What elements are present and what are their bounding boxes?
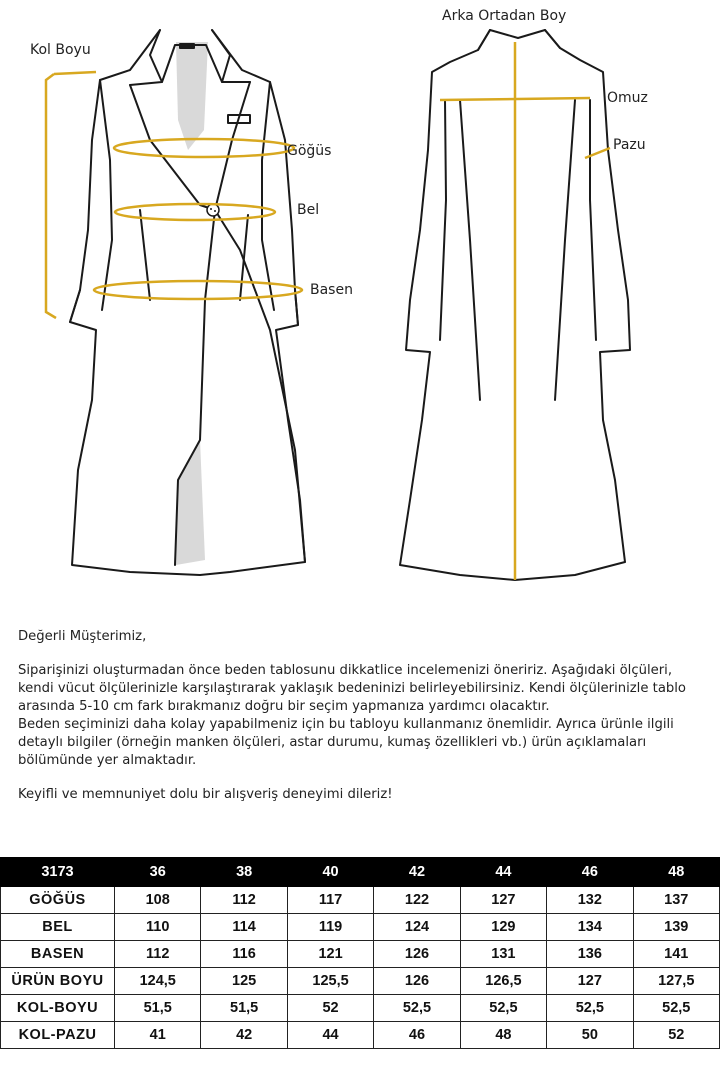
- header-size: 44: [460, 858, 546, 887]
- table-cell: 125,5: [287, 968, 373, 995]
- gogus-line: [114, 139, 294, 157]
- pazu-line: [585, 148, 610, 158]
- greeting: Değerli Müşterimiz,: [18, 629, 147, 644]
- omuz-line: [440, 98, 590, 100]
- header-size: 46: [547, 858, 633, 887]
- table-row: [1, 968, 720, 995]
- table-cell: 51,5: [201, 995, 287, 1022]
- table-cell: 52: [633, 1022, 719, 1049]
- table-cell: 52,5: [374, 995, 460, 1022]
- table-header-row: [1, 858, 720, 887]
- table-cell: 112: [115, 941, 201, 968]
- row-label: GÖĞÜS: [1, 887, 115, 914]
- table-cell: 137: [633, 887, 719, 914]
- table-cell: 126: [374, 941, 460, 968]
- table-cell: 48: [460, 1022, 546, 1049]
- label-kol-boyu: Kol Boyu: [30, 42, 91, 58]
- table-cell: 116: [201, 941, 287, 968]
- table-row: [1, 995, 720, 1022]
- table-cell: 117: [287, 887, 373, 914]
- label-bel: Bel: [297, 202, 320, 218]
- measurement-lines: [46, 42, 610, 580]
- customer-message: [18, 628, 708, 804]
- table-cell: 52,5: [547, 995, 633, 1022]
- table-cell: 125: [201, 968, 287, 995]
- label-gogus: Göğüs: [287, 143, 332, 159]
- size-chart-table: [0, 857, 720, 1049]
- table-row: [1, 887, 720, 914]
- table-cell: 136: [547, 941, 633, 968]
- header-size: 36: [115, 858, 201, 887]
- table-row: [1, 914, 720, 941]
- paragraph-2: Beden seçiminizi daha kolay yapabilmeniz için bu tabloyu kullanmanız önemlidir. Ayrıca ürünle ilgili detaylı bilgiler (örneğin manken ölçüleri, astar durumu, kumaş özellikleri vb.) ürün açıklamaları bölümünde yer almaktadır.: [18, 717, 674, 768]
- coat-button: [207, 204, 219, 216]
- table-cell: 127: [547, 968, 633, 995]
- row-label: ÜRÜN BOYU: [1, 968, 115, 995]
- table-cell: 134: [547, 914, 633, 941]
- label-pazu: Pazu: [613, 137, 646, 153]
- table-cell: 141: [633, 941, 719, 968]
- table-cell: 126: [374, 968, 460, 995]
- table-cell: 122: [374, 887, 460, 914]
- row-label: BASEN: [1, 941, 115, 968]
- table-cell: 42: [201, 1022, 287, 1049]
- label-arka-ortadan-boy: Arka Ortadan Boy: [442, 8, 567, 24]
- table-row: [1, 1022, 720, 1049]
- table-cell: 139: [633, 914, 719, 941]
- table-cell: 52,5: [460, 995, 546, 1022]
- table-cell: 129: [460, 914, 546, 941]
- table-cell: 52: [287, 995, 373, 1022]
- paragraph-1: Siparişinizi oluşturmadan önce beden tablosunu dikkatlice incelemenizi öneririz. Aşağıdaki ölçüleri, kendi vücut ölçülerinizle karşılaştırarak yaklaşık bedeninizi belirleyebilirsiniz. Kendi ölçülerinizle tablo arasında 5-10 cm fark bırakmanız doğru bir seçim yapmanıza yardımcı olacaktır.: [18, 663, 687, 714]
- header-size: 42: [374, 858, 460, 887]
- row-label: BEL: [1, 914, 115, 941]
- row-label: KOL-PAZU: [1, 1022, 115, 1049]
- row-label: KOL-BOYU: [1, 995, 115, 1022]
- header-model-code: 3173: [1, 858, 115, 887]
- table-cell: 114: [201, 914, 287, 941]
- table-cell: 132: [547, 887, 633, 914]
- table-cell: 119: [287, 914, 373, 941]
- table-cell: 44: [287, 1022, 373, 1049]
- table-cell: 127: [460, 887, 546, 914]
- table-cell: 124: [374, 914, 460, 941]
- table-cell: 108: [115, 887, 201, 914]
- header-size: 48: [633, 858, 719, 887]
- table-cell: 50: [547, 1022, 633, 1049]
- label-basen: Basen: [310, 282, 353, 298]
- table-row: [1, 941, 720, 968]
- table-cell: 124,5: [115, 968, 201, 995]
- label-omuz: Omuz: [607, 90, 648, 106]
- table-cell: 127,5: [633, 968, 719, 995]
- front-coat-drawing: [70, 30, 305, 575]
- table-cell: 51,5: [115, 995, 201, 1022]
- table-cell: 126,5: [460, 968, 546, 995]
- table-cell: 131: [460, 941, 546, 968]
- table-cell: 46: [374, 1022, 460, 1049]
- header-size: 38: [201, 858, 287, 887]
- table-cell: 41: [115, 1022, 201, 1049]
- closing-message: Keyifli ve memnuniyet dolu bir alışveriş deneyimi dileriz!: [18, 787, 393, 802]
- header-size: 40: [287, 858, 373, 887]
- bel-line: [115, 204, 275, 220]
- table-cell: 110: [115, 914, 201, 941]
- table-cell: 112: [201, 887, 287, 914]
- table-cell: 121: [287, 941, 373, 968]
- table-cell: 52,5: [633, 995, 719, 1022]
- kol-boyu-line: [46, 74, 56, 318]
